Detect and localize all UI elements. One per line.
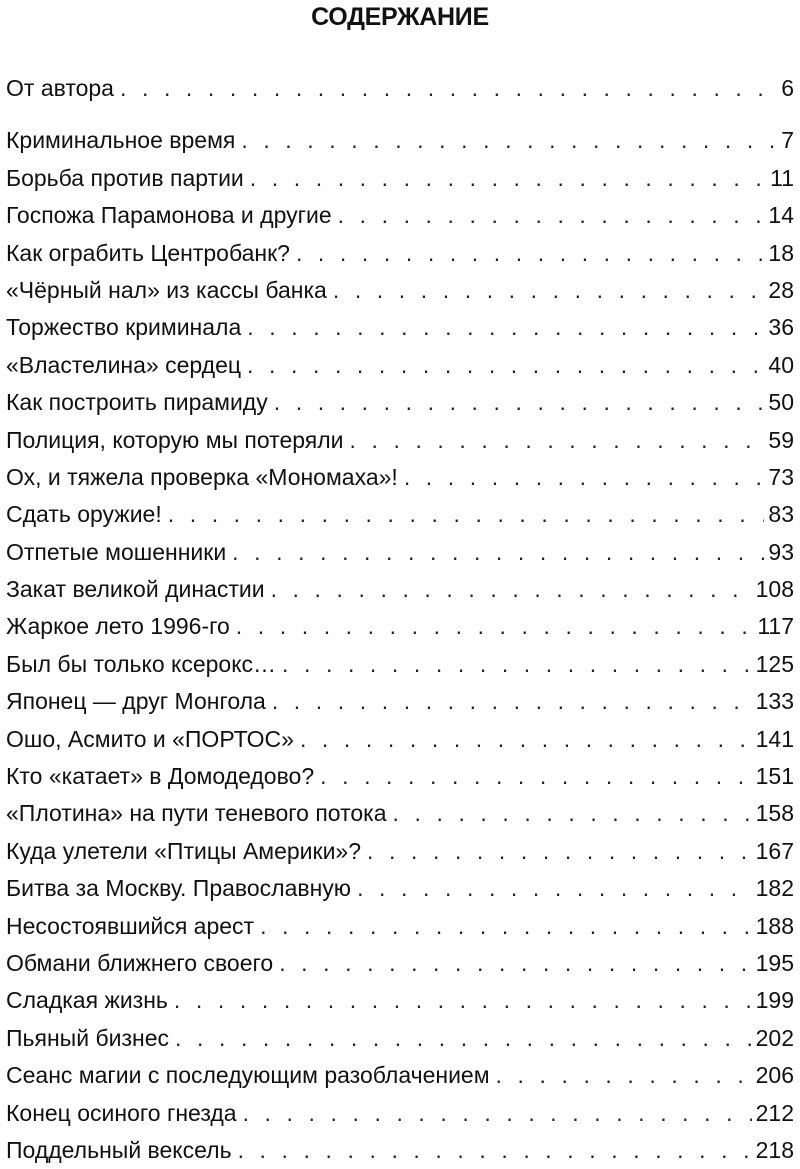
dot-leader — [282, 646, 752, 683]
toc-entry[interactable] — [6, 272, 794, 309]
toc-entry-page: 218 — [755, 1136, 794, 1163]
toc-entry[interactable] — [6, 347, 794, 384]
toc-entry[interactable] — [6, 160, 794, 197]
toc-entry[interactable] — [6, 1020, 794, 1057]
toc-entry-title: Ошо, Асмито и «ПОРТОС» — [6, 725, 294, 752]
toc-entry-page: 59 — [768, 426, 794, 453]
dot-leader — [260, 908, 752, 945]
dot-leader — [271, 571, 752, 608]
toc-entry[interactable] — [6, 534, 794, 571]
toc-entry-page: 50 — [768, 389, 794, 416]
toc-entry[interactable] — [6, 122, 794, 159]
toc-entry-title: Поддельный вексель — [6, 1136, 232, 1163]
dot-leader — [338, 197, 765, 234]
toc-entry-page: 133 — [755, 688, 794, 715]
toc-entry-title: «Чёрный нал» из кассы банка — [6, 276, 327, 303]
toc-entry-title: Сеанс магии с последующим разоблачением — [6, 1062, 490, 1089]
toc-entry-page: 93 — [768, 538, 794, 565]
toc-entry-page: 158 — [755, 800, 794, 827]
toc-entry-page: 6 — [781, 75, 794, 101]
dot-leader — [241, 122, 777, 159]
toc-entry[interactable] — [6, 197, 794, 234]
toc-entry-page: 14 — [768, 202, 794, 229]
toc-entry-page: 11 — [770, 164, 794, 191]
dot-leader — [272, 683, 752, 720]
toc-entry[interactable] — [6, 721, 794, 758]
toc-entry[interactable] — [6, 571, 794, 608]
toc-entry[interactable] — [6, 795, 794, 832]
dot-leader — [168, 496, 765, 533]
dot-leader — [247, 309, 764, 346]
toc-entry-title: Госпожа Парамонова и другие — [6, 202, 332, 229]
toc-entry-page: 206 — [755, 1062, 794, 1089]
dot-leader — [274, 384, 765, 421]
toc-entry-page: 28 — [768, 276, 794, 303]
toc-entry-page: 199 — [755, 987, 794, 1014]
toc-entry-title: «Плотина» на пути теневого потока — [6, 800, 387, 827]
toc-entry-page: 212 — [755, 1099, 794, 1126]
toc-list — [6, 70, 794, 1169]
toc-entry-page: 18 — [768, 239, 794, 266]
toc-entry-page: 108 — [755, 576, 794, 603]
toc-entry[interactable] — [6, 833, 794, 870]
toc-entry-page: 36 — [768, 314, 794, 341]
toc-entry-page: 40 — [768, 351, 794, 378]
toc-entry[interactable] — [6, 384, 794, 421]
toc-entry-title: Ох, и тяжела проверка «Мономаха»! — [6, 463, 398, 490]
dot-leader — [496, 1057, 752, 1094]
toc-entry[interactable] — [6, 608, 794, 645]
dot-leader — [320, 758, 752, 795]
dot-leader — [174, 982, 752, 1019]
toc-entry-title: Куда улетели «Птицы Америки»? — [6, 837, 362, 864]
toc-entry-page: 117 — [757, 613, 794, 640]
page-title: СОДЕРЖАНИЕ — [311, 3, 489, 31]
dot-leader — [357, 870, 752, 907]
toc-entry-title: Был бы только ксерокс… — [6, 650, 277, 677]
toc-entry-title: От автора — [6, 75, 114, 101]
toc-entry-page: 151 — [755, 763, 794, 790]
toc-entry[interactable] — [6, 70, 794, 107]
dot-leader — [120, 70, 777, 107]
toc-entry[interactable] — [6, 235, 794, 272]
toc-entry-title: Как ограбить Центробанк? — [6, 239, 290, 266]
dot-leader — [175, 1020, 752, 1057]
dot-leader — [279, 945, 751, 982]
toc-entry-title: Обмани ближнего своего — [6, 949, 274, 976]
toc-entry-title: Закат великой династии — [6, 576, 265, 603]
toc-entry[interactable] — [6, 908, 794, 945]
toc-entry[interactable] — [6, 1095, 794, 1132]
dot-leader — [404, 459, 765, 496]
dot-leader — [250, 160, 766, 197]
dot-leader — [350, 422, 765, 459]
toc-entry-page: 195 — [755, 949, 794, 976]
dot-leader — [232, 534, 764, 571]
toc-entry-title: Конец осиного гнезда — [6, 1099, 237, 1126]
toc-entry-title: Сдать оружие! — [6, 501, 162, 528]
dot-leader — [247, 347, 764, 384]
dot-leader — [238, 1132, 752, 1169]
toc-entry-page: 188 — [755, 912, 794, 939]
toc-entry-page: 202 — [755, 1024, 794, 1051]
toc-entry-title: Борьба против партии — [6, 164, 244, 191]
toc-entry-page: 141 — [755, 725, 794, 752]
dot-leader — [367, 833, 752, 870]
toc-entry[interactable] — [6, 1132, 794, 1169]
toc-entry[interactable] — [6, 758, 794, 795]
toc-entry-title: Как построить пирамиду — [6, 389, 268, 416]
toc-entry-page: 73 — [768, 463, 794, 490]
toc-entry-title: Кто «катает» в Домодедово? — [6, 763, 315, 790]
toc-entry[interactable] — [6, 422, 794, 459]
toc-entry[interactable] — [6, 945, 794, 982]
dot-leader — [333, 272, 765, 309]
toc-entry-title: «Властелина» сердец — [6, 351, 242, 378]
toc-entry-page: 125 — [755, 650, 794, 677]
dot-leader — [296, 235, 764, 272]
toc-entry-page: 7 — [781, 127, 794, 154]
dot-leader — [300, 721, 752, 758]
toc-entry[interactable] — [6, 982, 794, 1019]
toc-entry-title: Несостоявшийся арест — [6, 912, 255, 939]
toc-entry-title: Пьяный бизнес — [6, 1024, 169, 1051]
toc-entry[interactable] — [6, 683, 794, 720]
toc-entry-title: Жаркое лето 1996-го — [6, 613, 230, 640]
toc-entry[interactable] — [6, 646, 794, 683]
toc-entry[interactable] — [6, 496, 794, 533]
dot-leader — [236, 608, 754, 645]
toc-entry-title: Отпетые мошенники — [6, 538, 227, 565]
toc-entry-title: Криминальное время — [6, 127, 236, 154]
toc-entry-title: Торжество криминала — [6, 314, 242, 341]
toc-entry[interactable] — [6, 1057, 794, 1094]
toc-entry-page: 182 — [755, 875, 794, 902]
toc-entry-title: Сладкая жизнь — [6, 987, 168, 1014]
toc-entry[interactable] — [6, 459, 794, 496]
toc-entry-title: Битва за Москву. Православную — [6, 875, 352, 902]
toc-entry-page: 83 — [768, 501, 794, 528]
toc-entry[interactable] — [6, 870, 794, 907]
dot-leader — [243, 1095, 752, 1132]
toc-entry[interactable] — [6, 309, 794, 346]
dot-leader — [393, 795, 752, 832]
toc-entry-title: Полиция, которую мы потеряли — [6, 426, 344, 453]
toc-entry-title: Японец — друг Монгола — [6, 688, 266, 715]
toc-entry-page: 167 — [755, 837, 794, 864]
